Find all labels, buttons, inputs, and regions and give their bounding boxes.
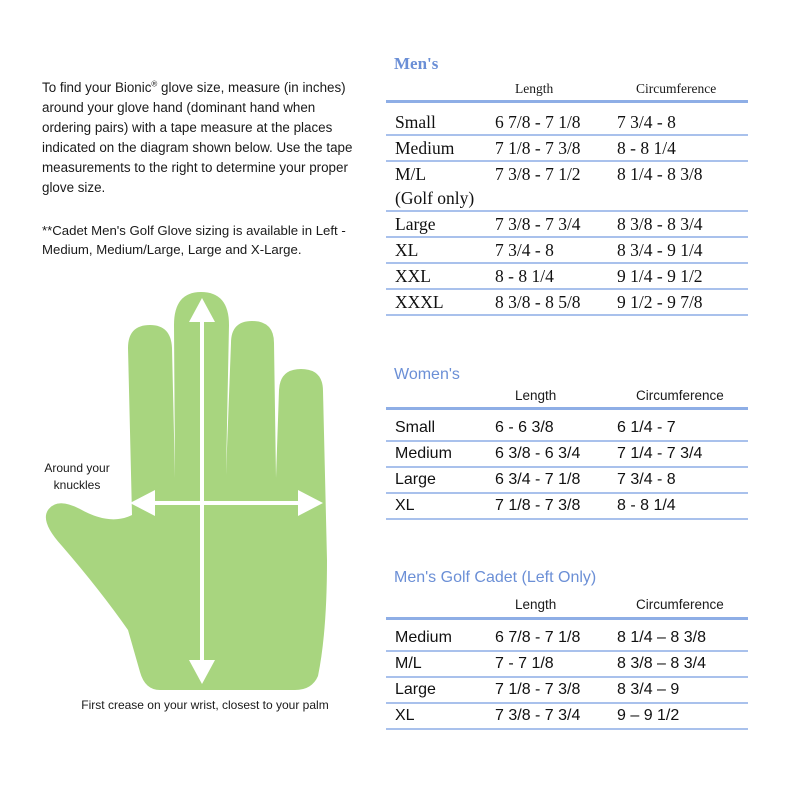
knuckles-label: Around your knuckles: [44, 461, 110, 492]
circumference-cell: 8 3/8 – 8 3/4: [617, 651, 748, 677]
table-row: [386, 467, 748, 493]
size-cell: XXL: [386, 263, 495, 289]
circumference-cell: 8 3/4 – 9: [617, 677, 748, 703]
table-row: [386, 441, 748, 467]
size-cell: M/L: [386, 651, 495, 677]
size-cell: Medium: [386, 441, 495, 467]
registered-mark: ®: [151, 79, 158, 89]
circumference-cell: 9 1/4 - 9 1/2: [617, 263, 748, 289]
table-row: [386, 493, 748, 519]
circumference-cell: 6 1/4 - 7: [617, 416, 748, 441]
size-cell: Large: [386, 677, 495, 703]
mens-size-table: [386, 100, 748, 316]
table-row: [386, 135, 748, 161]
circumference-cell: 7 1/4 - 7 3/4: [617, 441, 748, 467]
cadet-title: Men's Golf Cadet (Left Only): [394, 569, 597, 586]
womens-size-table: [386, 407, 748, 520]
circumference-cell: 8 - 8 1/4: [617, 493, 748, 519]
length-cell: 6 7/8 - 7 1/8: [495, 626, 617, 651]
size-cell: Small: [386, 416, 495, 441]
circumference-cell: 8 3/4 - 9 1/4: [617, 237, 748, 263]
mens-title: Men's: [394, 54, 439, 73]
cadet-length-header: Length: [515, 597, 557, 612]
length-cell: 6 3/8 - 6 3/4: [495, 441, 617, 467]
length-cell: 7 1/8 - 7 3/8: [495, 135, 617, 161]
length-cell: [495, 186, 617, 211]
circumference-cell: 7 3/4 - 8: [617, 110, 748, 135]
table-row: [386, 237, 748, 263]
cadet-note: **Cadet Men's Golf Glove sizing is available in Left - Medium, Medium/Large, Large and X-Large.: [42, 223, 346, 257]
length-cell: 6 - 6 3/8: [495, 416, 617, 441]
intro-paragraph: [42, 78, 360, 198]
length-cell: 7 3/8 - 7 3/4: [495, 703, 617, 729]
circumference-cell: 9 1/2 - 9 7/8: [617, 289, 748, 315]
circumference-cell: 8 1/4 – 8 3/8: [617, 626, 748, 651]
womens-circumference-header: Circumference: [636, 388, 724, 403]
table-row: [386, 110, 748, 135]
length-cell: 7 - 7 1/8: [495, 651, 617, 677]
intro-text-rest: glove size, measure (in inches) around your glove hand (dominant hand when ordering pairs) with a tape measure at the places indicated on the diagram shown below. Use the tape measurements to the right to determine your proper glove size.: [42, 80, 353, 195]
size-cell: (Golf only): [386, 186, 495, 211]
length-cell: 7 3/4 - 8: [495, 237, 617, 263]
cadet-size-table: [386, 617, 748, 730]
table-row: [386, 703, 748, 729]
length-cell: 6 3/4 - 7 1/8: [495, 467, 617, 493]
size-cell: Large: [386, 211, 495, 237]
size-cell: Small: [386, 110, 495, 135]
mens-length-header: Length: [515, 81, 554, 96]
mens-header-rule: [386, 100, 748, 103]
table-row: [386, 626, 748, 651]
circumference-cell: 8 3/8 - 8 3/4: [617, 211, 748, 237]
womens-title: Women's: [394, 366, 460, 383]
length-cell: 7 3/8 - 7 1/2: [495, 163, 581, 184]
size-cell: XXXL: [386, 289, 495, 315]
table-row: [386, 677, 748, 703]
circumference-cell: 8 - 8 1/4: [617, 135, 748, 161]
cadet-header-rule: [386, 617, 748, 620]
mens-circumference-header: Circumference: [636, 81, 717, 96]
table-row: [386, 651, 748, 677]
womens-header-rule: [386, 407, 748, 410]
size-cell: XL: [386, 703, 495, 729]
table-row: [386, 161, 748, 186]
length-cell: 8 - 8 1/4: [495, 263, 617, 289]
size-cell: M/L: [395, 163, 427, 184]
cadet-circumference-header: Circumference: [636, 597, 724, 612]
table-row: [386, 263, 748, 289]
length-cell: 7 3/8 - 7 3/4: [495, 211, 617, 237]
size-cell: XL: [386, 493, 495, 519]
length-cell: 6 7/8 - 7 1/8: [495, 110, 617, 135]
length-cell: 7 1/8 - 7 3/8: [495, 677, 617, 703]
circumference-cell: [617, 186, 748, 211]
table-row: [386, 211, 748, 237]
size-cell: XL: [386, 237, 495, 263]
table-row: [386, 289, 748, 315]
womens-length-header: Length: [515, 388, 557, 403]
size-cell: Medium: [386, 626, 495, 651]
table-row: [386, 186, 748, 211]
size-cell: Medium: [386, 135, 495, 161]
length-cell: 7 1/8 - 7 3/8: [495, 493, 617, 519]
circumference-cell: 9 – 9 1/2: [617, 703, 748, 729]
intro-text-start: To find your Bionic: [42, 80, 152, 95]
wrist-crease-label: First crease on your wrist, closest to your palm: [81, 698, 329, 712]
circumference-cell: 8 1/4 - 8 3/8: [617, 163, 703, 184]
size-cell: Large: [386, 467, 495, 493]
circumference-cell: 7 3/4 - 8: [617, 467, 748, 493]
length-cell: 8 3/8 - 8 5/8: [495, 289, 617, 315]
table-row: [386, 416, 748, 441]
